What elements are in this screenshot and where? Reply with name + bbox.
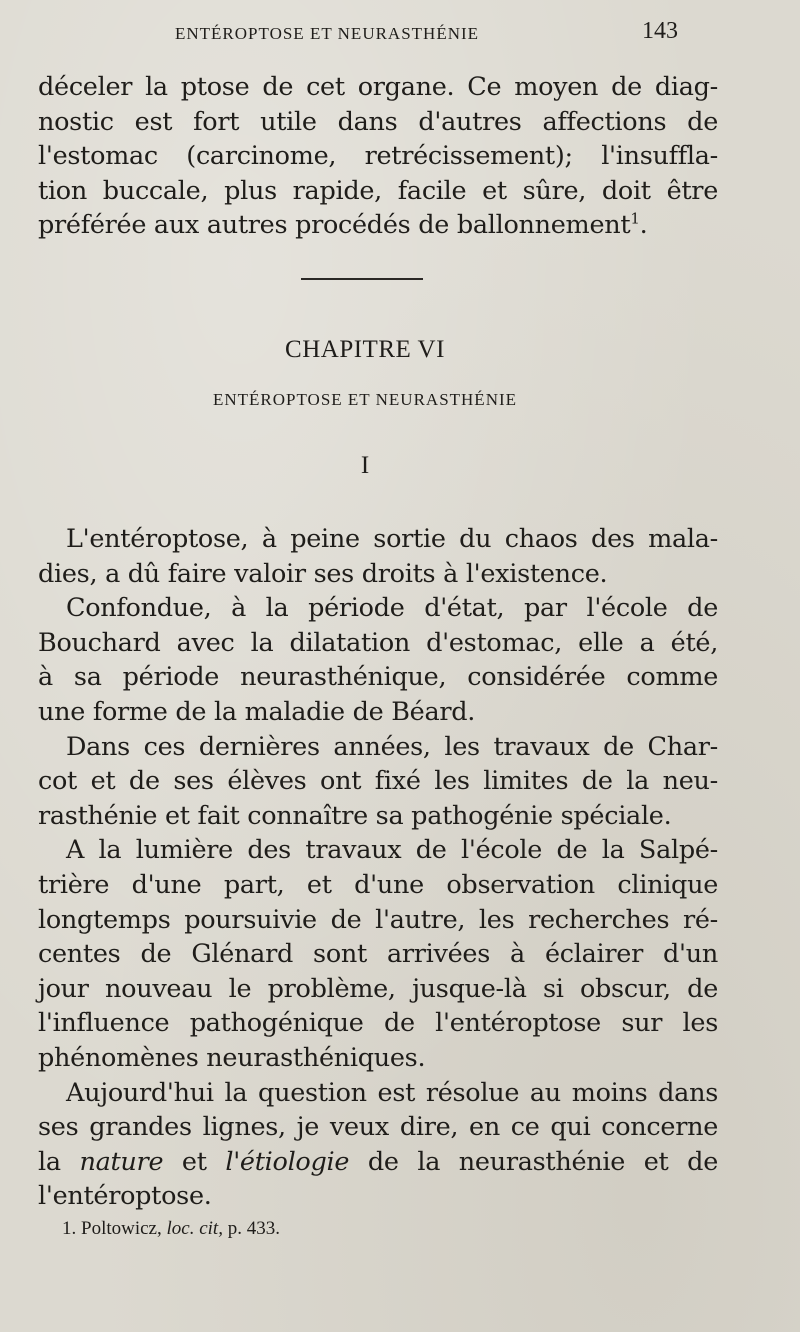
text-line: Confondue, à la période d'état, par l'école de <box>66 593 718 624</box>
text-line: nostic est fort utile dans d'autres affections de <box>38 106 718 137</box>
text-line-with-italics <box>38 1145 718 1180</box>
text-line: l'influence pathogénique de l'entéroptose sur les <box>38 1008 718 1039</box>
text-line: centes de Glénard sont arrivées à éclairer d'un <box>38 939 718 970</box>
text-line: trière d'une part, et d'une observation clinique <box>38 869 718 900</box>
text-line: L'entéroptose, à peine sortie du chaos des mala- <box>66 524 718 554</box>
footnote-number: 1. <box>62 1218 77 1239</box>
footnote <box>62 1218 280 1240</box>
italic-term-nature: nature <box>79 1146 164 1177</box>
text-line: ses grandes lignes, je veux dire, en ce qui concerne <box>38 1112 718 1143</box>
footnote-reference-italic: loc. cit, <box>166 1218 223 1239</box>
section-divider <box>301 278 423 280</box>
text-line: cot et de ses élèves ont fixé les limites de la neu- <box>38 766 718 797</box>
text-segment: la <box>38 1146 80 1177</box>
text-line: à sa période neurasthénique, considérée comme <box>38 662 718 693</box>
chapter-subtitle: ENTÉROPTOSE ET NEURASTHÉNIE <box>212 390 518 409</box>
text-line: tion buccale, plus rapide, facile et sûre, doit être <box>38 175 718 206</box>
text-line-last <box>38 208 718 243</box>
italic-term-etiologie: l'étiologie <box>225 1146 350 1177</box>
text-segment: de la neurasthénie et de <box>349 1146 718 1177</box>
chapter-title: CHAPITRE VI <box>285 336 445 363</box>
text-line: Dans ces dernières années, les travaux de Char- <box>66 731 718 762</box>
text-line: dies, a dû faire valoir ses droits à l'existence. <box>38 558 608 589</box>
body-text <box>38 522 718 1214</box>
text-line: l'estomac (carcinome, retrécissement); l'insuffla- <box>38 141 718 172</box>
top-paragraph <box>38 70 718 243</box>
text-line: déceler la ptose de cet organe. Ce moyen de diag- <box>38 72 718 102</box>
text-line: A la lumière des travaux de l'école de la Salpé- <box>66 835 718 866</box>
running-title: ENTÉROPTOSE ET NEURASTHÉNIE <box>175 24 480 43</box>
text-line: Bouchard avec la dilatation d'estomac, elle a été, <box>38 627 718 658</box>
text-line: phénomènes neurasthéniques. <box>38 1042 426 1073</box>
footnote-reference[interactable]: 1 <box>630 209 640 228</box>
end-punctuation: . <box>639 210 648 241</box>
footnote-page: p. 433. <box>227 1218 280 1239</box>
section-number: I <box>360 452 370 479</box>
footnote-author: Poltowicz, <box>81 1218 162 1239</box>
text-line: préférée aux autres procédés de ballonnement <box>38 210 631 241</box>
text-line: jour nouveau le problème, jusque-là si obscur, de <box>38 973 718 1004</box>
text-line: longtemps poursuivie de l'autre, les recherches ré- <box>38 904 718 935</box>
page-number: 143 <box>642 18 678 44</box>
text-line: Aujourd'hui la question est résolue au moins dans <box>66 1077 718 1108</box>
text-segment: et <box>163 1146 226 1177</box>
text-line: rasthénie et fait connaître sa pathogénie spéciale. <box>38 800 672 831</box>
text-line: une forme de la maladie de Béard. <box>38 696 476 727</box>
text-line: l'entéroptose. <box>38 1181 212 1212</box>
